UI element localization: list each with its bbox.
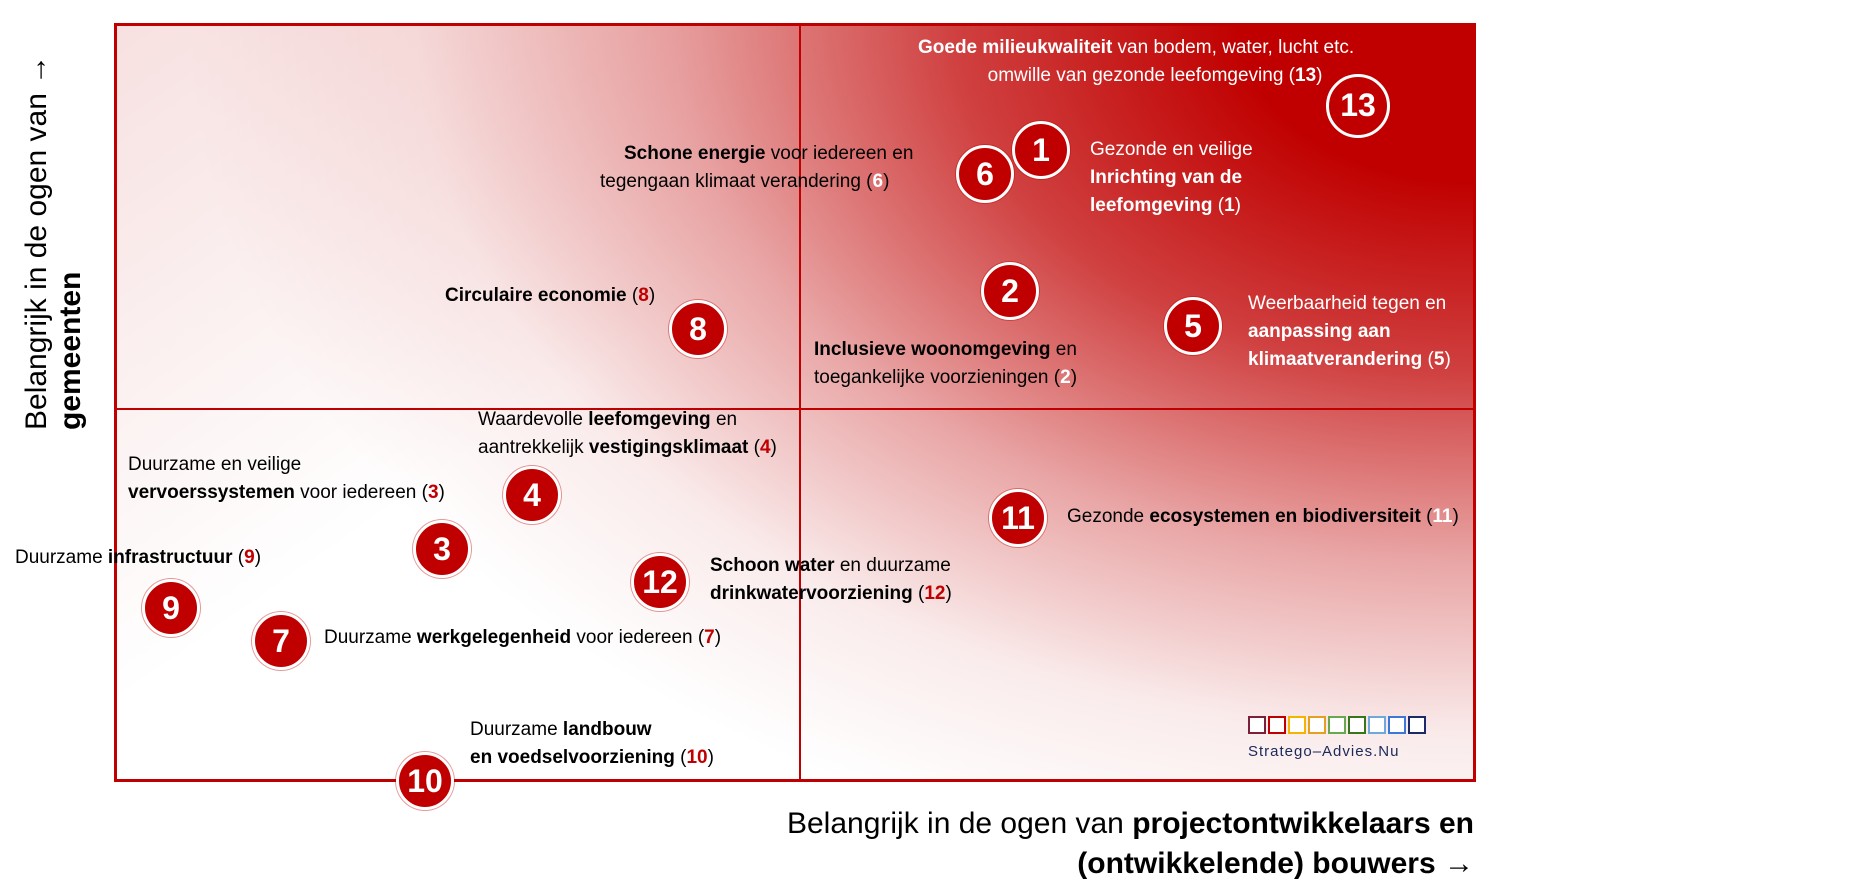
y-axis-title: Belangrijk in de ogen van → gemeenten — [20, 54, 87, 430]
logo-square — [1388, 716, 1406, 734]
label-6: Schone energie voor iedereen en tegengaan klimaat verandering (6) — [600, 143, 914, 192]
label-12: Schoon water en duurzame drinkwatervoorziening (12) — [710, 555, 952, 604]
marker-11[interactable]: 11 — [989, 489, 1047, 547]
label-9: Duurzame infrastructuur (9) — [15, 547, 262, 568]
x-axis-title: Belangrijk in de ogen van projectontwikkelaars en (ontwikkelende) bouwers → — [786, 807, 1474, 880]
logo-square — [1408, 716, 1426, 734]
label-10: Duurzame landbouw en voedselvoorziening (10) — [470, 719, 714, 768]
marker-10[interactable]: 10 — [396, 752, 454, 810]
label-13: Goede milieukwaliteit van bodem, water, lucht etc. omwille van gezonde leefomgeving (13) — [918, 37, 1355, 86]
logo-text: Stratego–Advies.Nu — [1248, 743, 1400, 760]
label-8: Circulaire economie (8) — [445, 285, 656, 306]
label-4: Waardevolle leefomgeving en aantrekkelijk vestigingsklimaat (4) — [478, 409, 777, 458]
logo-square — [1248, 716, 1266, 734]
marker-2[interactable]: 2 — [981, 262, 1039, 320]
logo-square — [1308, 716, 1326, 734]
label-2: Inclusieve woonomgeving en toegankelijke voorzieningen (2) — [814, 339, 1078, 388]
label-5: Weerbaarheid tegen en aanpassing aan klimaatverandering (5) — [1248, 293, 1451, 370]
label-7: Duurzame werkgelegenheid voor iedereen (7) — [324, 627, 722, 648]
stratego-logo — [1248, 716, 1428, 760]
marker-8[interactable]: 8 — [669, 300, 727, 358]
marker-12[interactable]: 12 — [631, 553, 689, 611]
horizontal-divider — [117, 408, 1473, 410]
marker-1[interactable]: 1 — [1012, 121, 1070, 179]
label-1: Gezonde en veilige Inrichting van de leefomgeving (1) — [1090, 139, 1253, 216]
vertical-divider — [799, 26, 801, 779]
logo-square — [1368, 716, 1386, 734]
marker-13[interactable]: 13 — [1326, 74, 1390, 138]
marker-5[interactable]: 5 — [1164, 297, 1222, 355]
marker-6[interactable]: 6 — [956, 145, 1014, 203]
quadrant-plot — [114, 23, 1476, 782]
logo-square — [1348, 716, 1366, 734]
label-3: Duurzame en veilige vervoerssystemen voor iedereen (3) — [128, 454, 445, 503]
label-11: Gezonde ecosystemen en biodiversiteit (11) — [1067, 506, 1459, 527]
marker-9[interactable]: 9 — [142, 579, 200, 637]
logo-squares — [1248, 716, 1428, 739]
logo-square — [1268, 716, 1286, 734]
logo-square — [1288, 716, 1306, 734]
marker-7[interactable]: 7 — [252, 612, 310, 670]
logo-square — [1328, 716, 1346, 734]
marker-4[interactable]: 4 — [503, 466, 561, 524]
marker-3[interactable]: 3 — [413, 520, 471, 578]
